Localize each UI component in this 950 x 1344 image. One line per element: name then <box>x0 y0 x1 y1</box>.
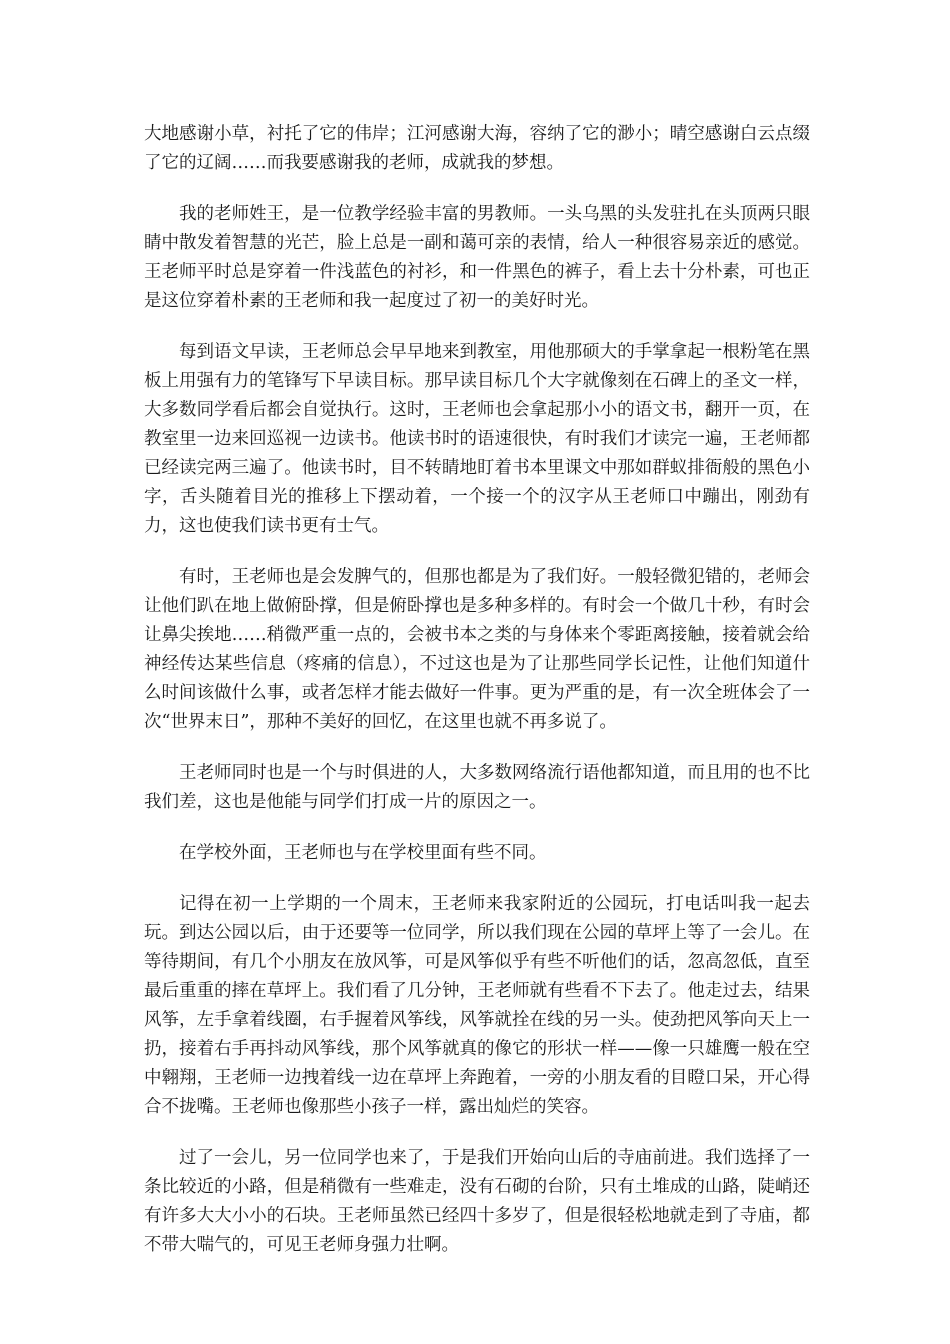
article-body <box>144 120 810 1282</box>
paragraph-discipline: 有时，王老师也是会发脾气的，但那也都是为了我们好。一般轻微犯错的，老师会让他们趴在地上做俯卧撑，但是俯卧撑也是多种多样的。有时会一个做几十秒，有时会让鼻尖挨地……稍微严重一点的，会被书本之类的与身体来个零距离接触，接着就会给神经传达某些信息（疼痛的信息），不过这也是为了让那些同学长记性，让他们知道什么时间该做什么事，或者怎样才能去做好一件事。更为严重的是，有一次全班体会了一次“世界末日”，那种不美好的回忆，在这里也就不再多说了。 <box>144 567 810 732</box>
paragraph-kite-story: 记得在初一上学期的一个周末，王老师来我家附近的公园玩，打电话叫我一起去玩。到达公园以后，由于还要等一位同学，所以我们现在公园的草坪上等了一会儿。在等待期间，有几个小朋友在放风筝，可是风筝似乎有些不听他们的话，忽高忽低，直至最后重重的摔在草坪上。我们看了几分钟，王老师就有些看不下去了。他走过去，结果风筝，左手拿着线圈，右手握着风筝线，风筝就拴在线的另一头。使劲把风筝向天上一扔，接着右手再抖动风筝线，那个风筝就真的像它的形状一样——像一只雄鹰一般在空中翱翔，王老师一边拽着线一边在草坪上奔跑着，一旁的小朋友看的目瞪口呆，开心得合不拢嘴。王老师也像那些小孩子一样，露出灿烂的笑容。 <box>144 894 810 1117</box>
paragraph-intro: 大地感谢小草，衬托了它的伟岸；江河感谢大海，容纳了它的渺小；晴空感谢白云点缀了它的辽阔……而我要感谢我的老师，成就我的梦想。 <box>144 124 810 173</box>
paragraph-morning-reading: 每到语文早读，王老师总会早早地来到教室，用他那硕大的手掌拿起一根粉笔在黑板上用强有力的笔锋写下早读目标。那早读目标几个大字就像刻在石碑上的圣文一样，大多数同学看后都会自觉执行。这时，王老师也会拿起那小小的语文书，翻开一页，在教室里一边来回巡视一边读书。他读书时的语速很快，有时我们才读完一遍，王老师都已经读完两三遍了。他读书时，目不转睛地盯着书本里课文中那如群蚁排衙般的黑色小字，舌头随着目光的推移上下摆动着，一个接一个的汉字从王老师口中蹦出，刚劲有力，这也使我们读书更有士气。 <box>144 342 810 536</box>
paragraph-outside-school: 在学校外面，王老师也与在学校里面有些不同。 <box>179 843 547 863</box>
paragraph-temple-trip: 过了一会儿，另一位同学也来了，于是我们开始向山后的寺庙前进。我们选择了一条比较近的小路，但是稍微有一些难走，没有石砌的台阶，只有土堆成的山路，陡峭还有许多大大小小的石块。王老师虽然已经四十多岁了，但是很轻松地就走到了寺庙，都不带大喘气的，可见王老师身强力壮啊。 <box>144 1148 810 1255</box>
paragraph-teacher-description: 我的老师姓王，是一位教学经验丰富的男教师。一头乌黑的头发驻扎在头顶两只眼睛中散发着智慧的光芒，脸上总是一副和蔼可亲的表情，给人一种很容易亲近的感觉。王老师平时总是穿着一件浅蓝色的衬衫，和一件黑色的裤子，看上去十分朴素，可也正是这位穿着朴素的王老师和我一起度过了初一的美好时光。 <box>144 204 810 311</box>
paragraph-modern-teacher: 王老师同时也是一个与时俱进的人，大多数网络流行语他都知道，而且用的也不比我们差，这也是他能与同学们打成一片的原因之一。 <box>144 763 810 812</box>
